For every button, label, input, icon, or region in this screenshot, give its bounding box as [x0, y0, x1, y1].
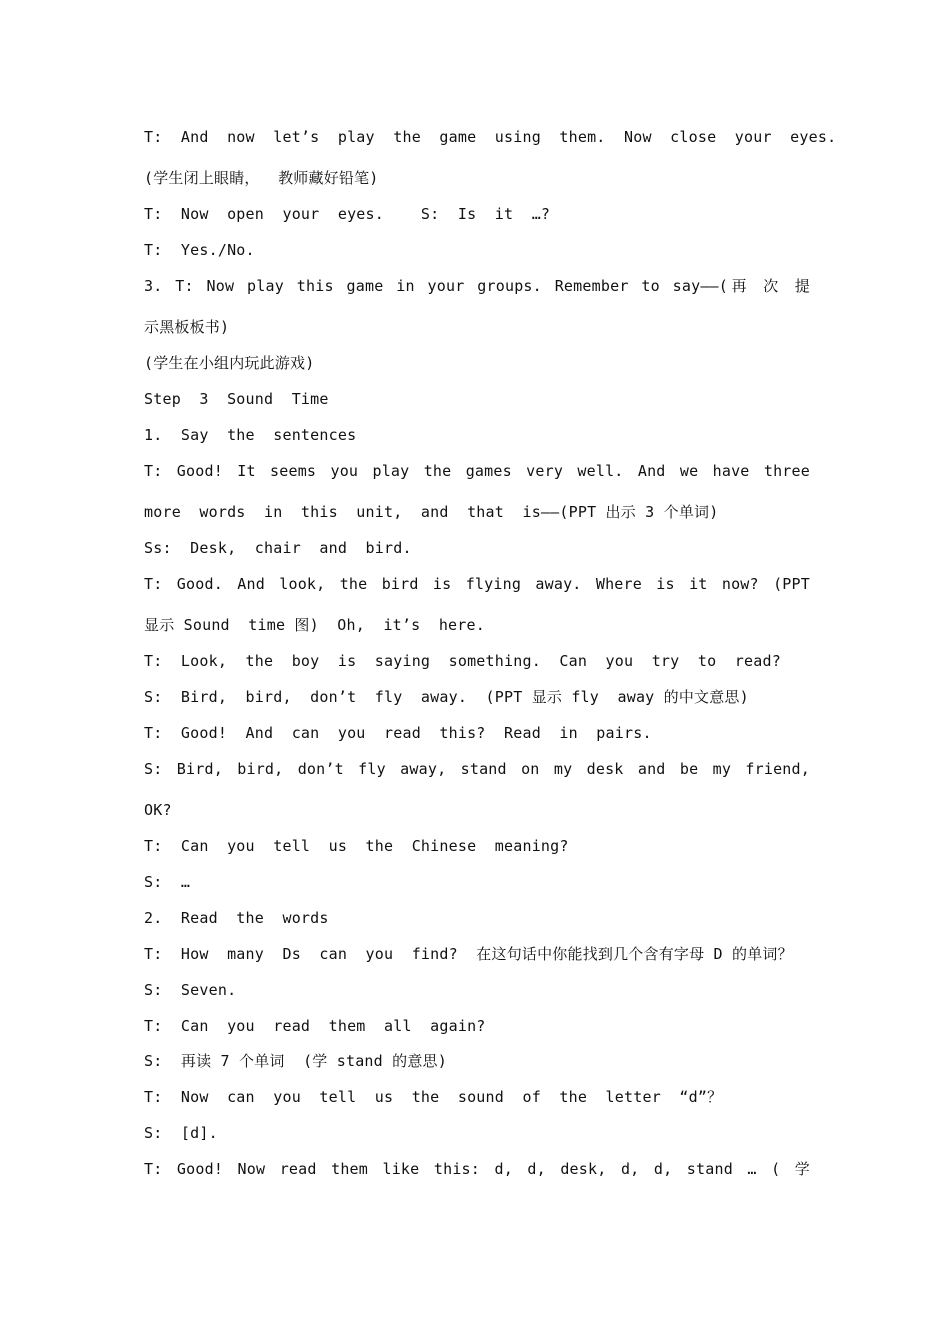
text-line: Step 3 Sound Time	[144, 390, 329, 408]
text-line: (学生闭上眼睛， 教师藏好铅笔)	[144, 169, 379, 187]
text-line: S: [d].	[144, 1124, 218, 1142]
text-line: 1. Say the sentences	[144, 426, 357, 444]
text-line: T: Yes./No.	[144, 241, 255, 259]
text-line: T: Good! And can you read this? Read in pairs.	[144, 724, 652, 742]
text-line: T: Can you read them all again?	[144, 1017, 486, 1035]
text-line: T: And now let’s play the game using them. Now close your eyes.	[144, 128, 837, 146]
text-line: S: …	[144, 873, 191, 891]
text-line: T: Can you tell us the Chinese meaning?	[144, 837, 569, 855]
text-line: T: Now can you tell us the sound of the letter “d”？	[144, 1088, 723, 1106]
text-line: 2. Read the words	[144, 909, 329, 927]
text-line: 3. T: Now play this game in your groups. Remember to say——(再 次 提	[144, 277, 810, 295]
text-line: (学生在小组内玩此游戏)	[144, 354, 315, 372]
text-line: S: Seven.	[144, 981, 237, 999]
text-line: 显示 Sound time 图) Oh, it’s here.	[144, 616, 485, 634]
text-line: Ss: Desk, chair and bird.	[144, 539, 412, 557]
text-line: S: Bird, bird, don’t fly away. (PPT 显示 fly away 的中文意思)	[144, 688, 749, 706]
text-line: more words in this unit, and that is——(PPT 出示 3 个单词)	[144, 503, 719, 521]
text-line: S: 再读 7 个单词 (学 stand 的意思)	[144, 1052, 447, 1070]
text-line: T: Good. And look, the bird is flying away. Where is it now? (PPT	[144, 575, 810, 593]
text-line: T: Good! Now read them like this: d, d, desk, d, d, stand … ( 学	[144, 1160, 810, 1178]
text-line: T: Now open your eyes. S: Is it …?	[144, 205, 551, 223]
text-line: T: How many Ds can you find? 在这句话中你能找到几个含有字母 D 的单词？	[144, 945, 793, 963]
text-line: 示黑板板书)	[144, 318, 230, 336]
text-line: T: Good! It seems you play the games very well. And we have three	[144, 462, 810, 480]
text-line: OK?	[144, 801, 172, 819]
text-line: T: Look, the boy is saying something. Can you try to read?	[144, 652, 781, 670]
text-line: S: Bird, bird, don’t fly away, stand on my desk and be my friend,	[144, 760, 810, 778]
